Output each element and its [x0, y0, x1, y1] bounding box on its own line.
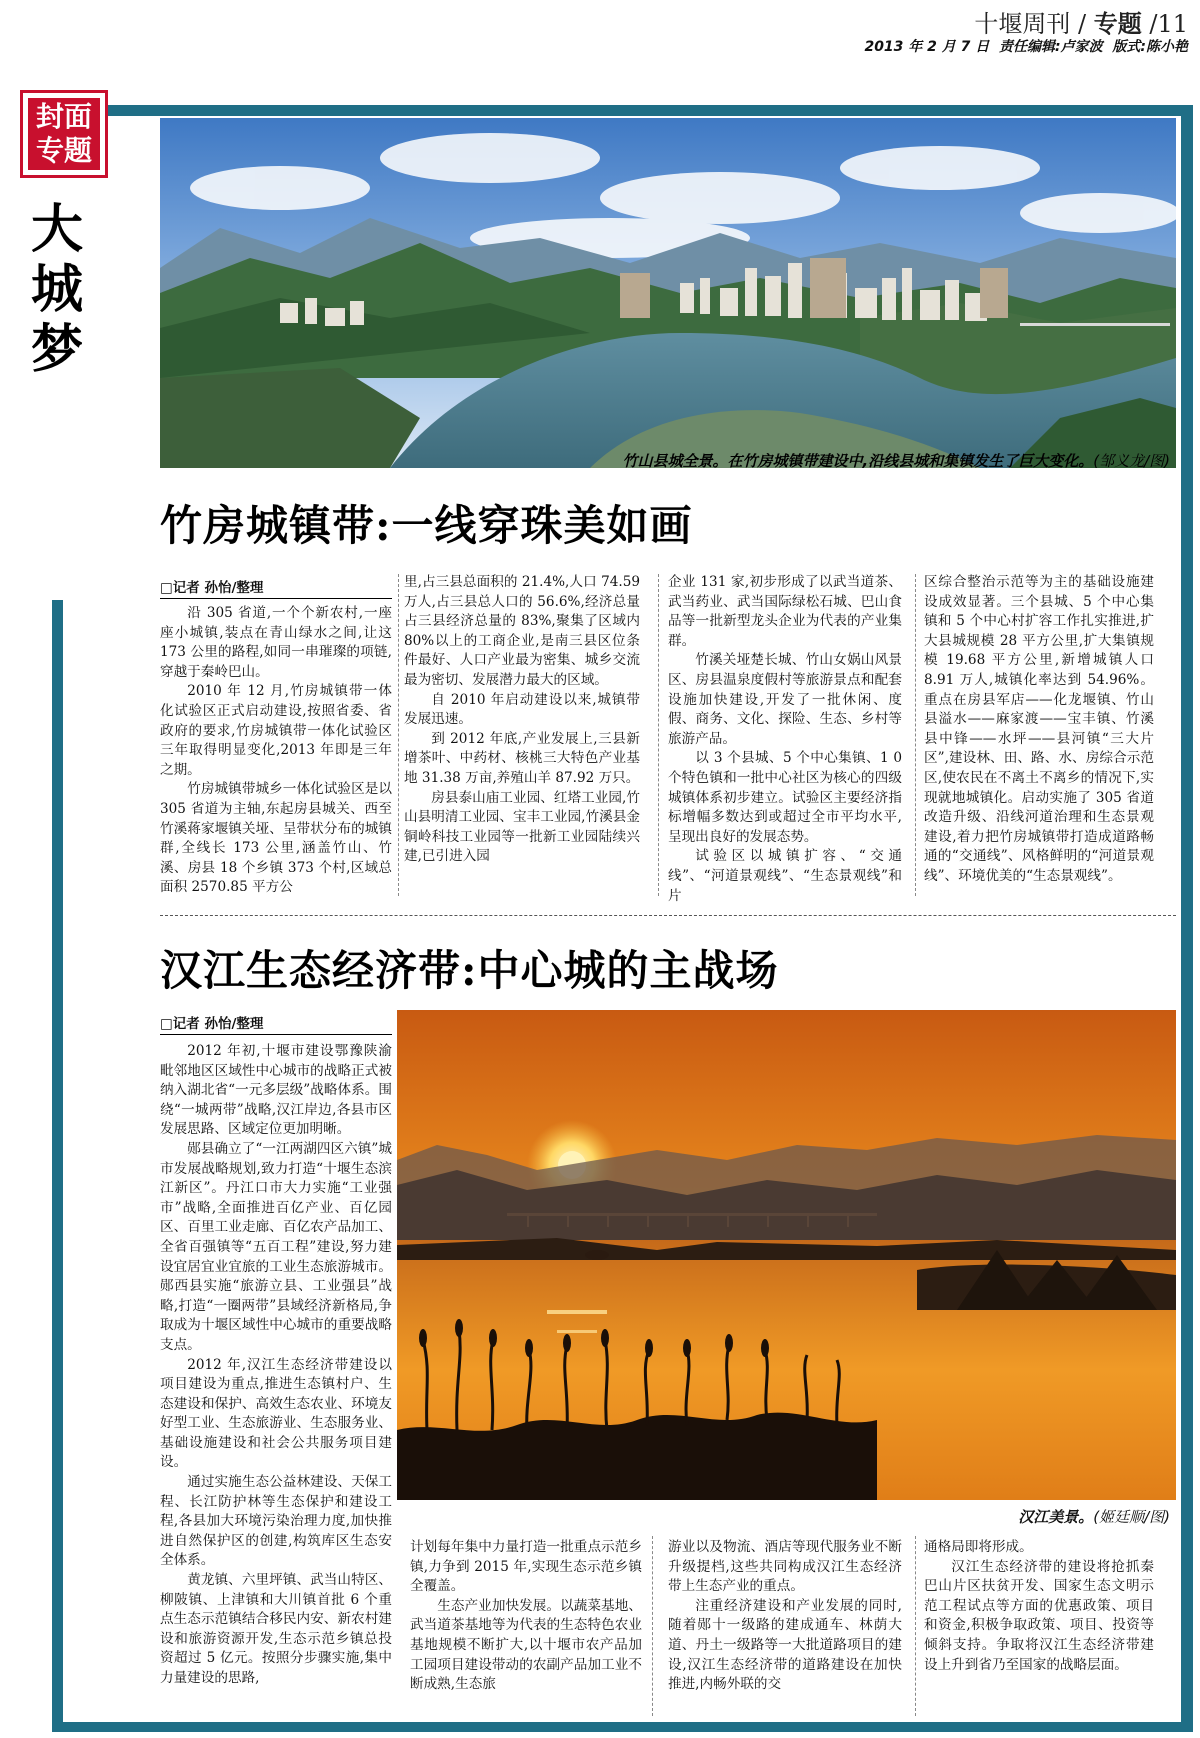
article-divider — [160, 915, 1176, 916]
article2-column-4 — [924, 1538, 1154, 1675]
photo1-credit: (邹义龙/图) — [1093, 452, 1170, 470]
paragraph: 游业以及物流、酒店等现代服务业不断升级提档,这些共同构成汉江生态经济带上生态产业的重点。 — [668, 1539, 902, 1595]
article2-column-2 — [410, 1538, 642, 1695]
paragraph: 黄龙镇、六里坪镇、武当山特区、柳陂镇、上津镇和大川镇首批 6 个重点生态示范镇结合移民内安、新农村建设和旅游资源开发,生态示范乡镇总投资超过 5 亿元。按照分步骤实施,集中力量建设的思路, — [160, 1572, 392, 1686]
paragraph: 郧县确立了“一江两湖四区六镇”城市发展战略规划,致力打造“十堰生态滨江新区”。丹江口市大力实施“工业强市”战略,全面推进百亿产业、百亿园区、百里工业走廊、百亿农产品加工、全省百强镇等“五百工程”建设,努力建设宜居宜业宜旅的工业生态旅游城市。郧西县实施“旅游立县、工业强县”战略,打造“一圈两带”县域经济新格局,争取成为十堰区域性中心城市的重要战略支点。 — [160, 1140, 392, 1353]
page-header: 十堰周刊 / 专题 /11 — [974, 10, 1188, 38]
editor-credit: 责任编辑:卢家波 — [999, 39, 1103, 55]
photo1-caption-text: 竹山县城全景。在竹房城镇带建设中,沿线县城和集镇发生了巨大变化。 — [622, 452, 1094, 470]
paragraph: 房县泰山庙工业园、红塔工业园,竹山县明清工业园、宝丰工业园,竹溪县金铜岭科技工业园等一批新工业园陆续兴建,已引进入园 — [404, 789, 640, 865]
article2-column-1 — [160, 1042, 392, 1689]
paper-name: 十堰周刊 — [974, 10, 1071, 38]
page-subheader — [864, 36, 1188, 56]
dateline: 2013 年 2 月 7 日 — [864, 39, 990, 55]
frame-top-bar — [100, 105, 1193, 116]
vertical-title: 大城梦 — [30, 199, 83, 380]
page-number: 11 — [1157, 10, 1188, 38]
paragraph: 注重经济建设和产业发展的同时,随着郧十一级路的建成通车、林荫大道、丹土一级路等一大批道路项目的建设,汉江生态经济带的道路建设在加快推进,内畅外联的交 — [668, 1597, 902, 1693]
section-name: 专题 — [1093, 10, 1142, 38]
paragraph: 竹房城镇带城乡一体化试验区是以 305 省道为主轴,东起房县城关、西至竹溪蒋家堰镇关垭、呈带状分布的城镇群,全线长 173 公里,涵盖竹山、竹溪、房县 18 个乡镇 373 个村,区域总面积 2570.85 平方公 — [160, 781, 392, 896]
paragraph: 自 2010 年启动建设以来,城镇带发展迅速。 — [404, 691, 640, 728]
frame-bottom-bar — [52, 1722, 1193, 1732]
paragraph: 通过实施生态公益林建设、天保工程、长江防护林等生态保护和建设工程,各县加大环境污染治理力度,加快推进自然保护区的创建,构筑库区生态安全体系。 — [160, 1474, 392, 1569]
article1-column-3 — [668, 573, 902, 906]
han-river-sunset-photo — [397, 1010, 1176, 1500]
paragraph: 2012 年初,十堰市建设鄂豫陕渝毗邻地区区域性中心城市的战略正式被纳入湖北省“一元多层级”战略体系。围绕“一城两带”战略,汉江岸边,各县市区发展思路、区域定位更加明晰。 — [160, 1043, 392, 1138]
article2-byline: □记者 孙怡/整理 — [160, 1012, 392, 1035]
photo2-caption-text: 汉江美景。 — [1018, 1508, 1094, 1526]
layout-credit: 版式:陈小艳 — [1112, 39, 1188, 55]
photo2-caption — [397, 1506, 1176, 1527]
article1-column-2 — [404, 573, 640, 867]
column-rule — [915, 574, 916, 896]
paragraph: 计划每年集中力量打造一批重点示范乡镇,力争到 2015 年,实现生态示范乡镇全覆盖。 — [410, 1539, 642, 1595]
paragraph: 到 2012 年底,产业发展上,三县新增茶叶、中药材、核桃三大特色产业基地 31.38 万亩,养殖山羊 87.92 万只。 — [404, 730, 640, 786]
city-panorama-photo — [160, 118, 1176, 468]
paragraph: 竹溪关垭楚长城、竹山女娲山风景区、房县温泉度假村等旅游景点和配套设施加快建设,开发了一批休闲、度假、商务、文化、探险、生态、乡村等旅游产品。 — [668, 652, 902, 747]
frame-right-bar — [1181, 105, 1193, 1732]
article1-column-1 — [160, 604, 392, 898]
paragraph: 2012 年,汉江生态经济带建设以项目建设为重点,推进生态镇村户、生态建设和保护、高效生态农业、环境友好型工业、生态旅游业、生态服务业、基础设施建设和社会公共服务项目建设。 — [160, 1356, 392, 1471]
column-rule — [915, 1536, 916, 1716]
paragraph: 以 3 个县城、5 个中心集镇、1 0 个特色镇和一批中心社区为核心的四级城镇体系初步建立。试验区主要经济指标增幅多数达到或超过全市平均水平,呈现出良好的发展态势。 — [668, 750, 902, 845]
column-rule — [658, 574, 659, 896]
paragraph: 通格局即将形成。 — [924, 1539, 1033, 1555]
paragraph: 汉江生态经济带的建设将抢抓秦巴山片区扶贫开发、国家生态文明示范工程试点等方面的优惠政策、项目和资金,积极争取政策、项目、投资等倾斜支持。争取将汉江生态经济带建设上升到省乃至国家的战略层面。 — [924, 1558, 1154, 1673]
paragraph: 生态产业加快发展。以蔬菜基地、武当道茶基地等为代表的生态特色农业基地规模不断扩大,以十堰市农产品加工园项目建设带动的农副产品加工业不断成熟,生态旅 — [410, 1597, 642, 1693]
article2-column-3 — [668, 1538, 902, 1695]
section-badge — [20, 90, 108, 178]
frame-left-bar — [52, 600, 63, 1732]
article2-headline: 汉江生态经济带:中心城的主战场 — [160, 946, 779, 995]
paragraph: 试验区以城镇扩容、“交通线”、“河道景观线”、“生态景观线”和片 — [668, 848, 902, 904]
column-rule — [652, 1536, 653, 1716]
paragraph: 企业 131 家,初步形成了以武当道茶、武当药业、武当国际绿松石城、巴山食品等一批新型龙头企业为代表的产业集群。 — [668, 574, 902, 649]
paragraph: 里,占三县总面积的 21.4%,人口 74.59 万人,占三县总人口的 56.6%,经济总量占三县经济总量的 83%,聚集了区域内 80%以上的工商企业,是南三县区位条件最好、人口产业最为密集、城乡交流最为密切、发展潜力最大的区域。 — [404, 574, 640, 688]
badge-line-1: 封面 — [35, 100, 92, 133]
article1-column-4 — [924, 573, 1154, 887]
paragraph: 2010 年 12 月,竹房城镇带一体化试验区正式启动建设,按照省委、省政府的要求,竹房城镇带一体化试验区三年取得明显变化,2013 年即是三年之期。 — [160, 683, 392, 778]
photo1-caption — [160, 450, 1176, 471]
badge-line-2: 专题 — [35, 134, 92, 167]
column-rule — [398, 574, 399, 896]
paragraph: 沿 305 省道,一个个新农村,一座座小城镇,装点在青山绿水之间,让这 173 公里的路程,如同一串璀璨的项链,穿越于秦岭巴山。 — [160, 605, 392, 680]
article1-byline: □记者 孙怡/整理 — [160, 576, 392, 599]
photo2-credit: (姬廷顺/图) — [1093, 1508, 1170, 1526]
paragraph: 区综合整治示范等为主的基础设施建设成效显著。三个县城、5 个中心集镇和 5 个中心村扩容工作扎实推进,扩大县城规模 28 平方公里,扩大集镇规模 19.68 平方公里,新增城镇人口 8.91 万人,城镇化率达到 54.96%。重点在房县军店——化龙堰镇、竹山县溢水——麻家渡——宝丰镇、竹溪县中锋——水坪——县河镇“三大片区”,建设林、田、路、水、房综合示范区,使农民在不离土不离乡的情况下,实现就地城镇化。启动实施了 305 省道改造升级、沿线河道治理和生态景观建设,着力把竹房城镇带打造成道路畅通的“交通线”、风格鲜明的“河道景观线”、环境优美的“生态景观线”。 — [924, 574, 1154, 884]
article1-headline: 竹房城镇带:一线穿珠美如画 — [160, 501, 693, 550]
